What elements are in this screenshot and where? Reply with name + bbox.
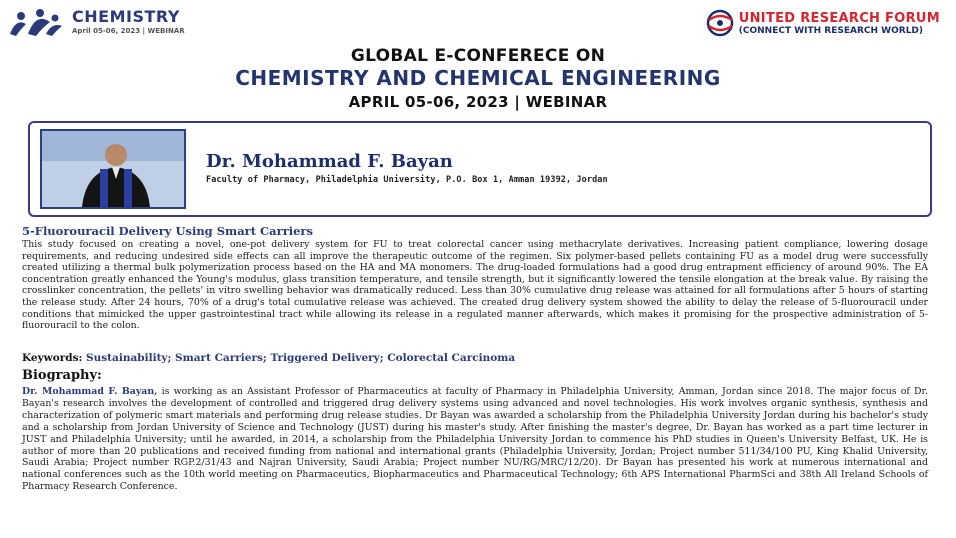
- speaker-photo: [40, 129, 186, 209]
- logo-title: CHEMISTRY: [72, 7, 180, 26]
- biography-body: is working as an Assistant Professor of Pharmaceutics at faculty of Pharmacy in Philadelphia University, Amman, Jordan since 2018. The major focus of Dr. Bayan's research involves the development of controlled and triggered drug delivery systems using advanced and novel technologies. His work involves organic synthesis, synthesis and characterization of polymeric smart materials and performing drug release studies. Dr Bayan was awarded a scholarship from the Philadelphia University Jordan during his bachelor's study and a scholarship from Jordan University of Science and Technology (JUST) during his master's study. After finishing the master's degree, Dr. Bayan has worked as a part time lecturer in JUST and Philadelphia University; until he awarded, in 2014, a scholarship from the Philadelphia University Jordan to commence his PhD studies in Queen's University Belfast, UK. He is author of more than 20 publications and received funding from national and international grants (Philadelphia University, Jordan; Project number 511/34/100 PU, King Khalid University, Saudi Arabia; Project number RGP.2/31/43 and Najran University, Saudi Arabia; Project number NU/RG/MRC/12/20). Dr Bayan has presented his work at numerous international and national conferences such as the 10th world meeting on Pharmaceutics, Biopharmaceutics and Pharmaceutical Technology; 6th APS International PharmSci and 38th All Ireland Schools of Pharmacy Research Conference.: [22, 386, 928, 493]
- biography-name: Dr. Mohammad F. Bayan,: [22, 386, 158, 397]
- biography-text: [22, 386, 928, 493]
- urf-subtitle: (CONNECT WITH RESEARCH WORLD): [738, 25, 924, 36]
- conference-heading-line2: CHEMISTRY AND CHEMICAL ENGINEERING: [235, 66, 721, 90]
- conference-heading-line1: GLOBAL E-CONFERECE ON: [350, 46, 606, 66]
- conference-dates: APRIL 05-06, 2023 | WEBINAR: [348, 93, 608, 111]
- speaker-affiliation: Faculty of Pharmacy, Philadelphia University, P.O. Box 1, Amman 19392, Jordan: [206, 175, 608, 185]
- united-research-forum-logo: [705, 8, 940, 38]
- chemistry-logo: [6, 4, 185, 38]
- abstract-text: This study focused on creating a novel, one-pot delivery system for FU to treat colorectal cancer using methacrylate derivatives. Increasing patient compliance, lowering dosage requirements, and reducing undesired side effects can all improve the therapeutic outcome of the regimen. Six polymer-based pellets containing FU as a model drug were successfully created utilizing a thermal bulk polymerization process based on the HA and MA monomers. The drug-loaded formulations had a good drug entrapment efficiency of around 90%. The EA concentration greatly enhanced the Young's modulus, glass transition temperature, and tensile strength, but it significantly lowered the tensile elongation at the break value. By raising the crosslinker concentration, the pellets' in vitro swelling behavior was dramatically reduced. Less than 30% cumulative drug release was attained for all formulations after 5 hours of starting the release study. After 24 hours, 70% of a drug's total cumulative release was achieved. The created drug delivery system showed the ability to delay the release of 5-fluorouracil under conditions that mimicked the upper gastrointestinal tract while allowing its release in a regulated manner afterwards, which makes it promising for the prospective administration of 5-fluorouracil to the colon.: [22, 239, 928, 332]
- keywords-line: [22, 352, 515, 364]
- chemistry-people-logo-icon: [6, 4, 64, 38]
- urf-title: UNITED RESEARCH FORUM: [738, 10, 940, 26]
- keywords-values: Sustainability; Smart Carriers; Triggered Delivery; Colorectal Carcinoma: [86, 352, 516, 364]
- header-bar: [0, 0, 956, 44]
- logo-subtitle: April 05-06, 2023 | WEBINAR: [72, 27, 185, 35]
- globe-logo-icon: [705, 8, 735, 38]
- talk-title: 5-Fluorouracil Delivery Using Smart Carriers: [22, 224, 313, 238]
- keywords-label: Keywords:: [22, 352, 83, 364]
- speaker-name: Dr. Mohammad F. Bayan: [206, 151, 453, 172]
- speaker-card: [28, 121, 932, 217]
- biography-heading: Biography:: [22, 368, 102, 383]
